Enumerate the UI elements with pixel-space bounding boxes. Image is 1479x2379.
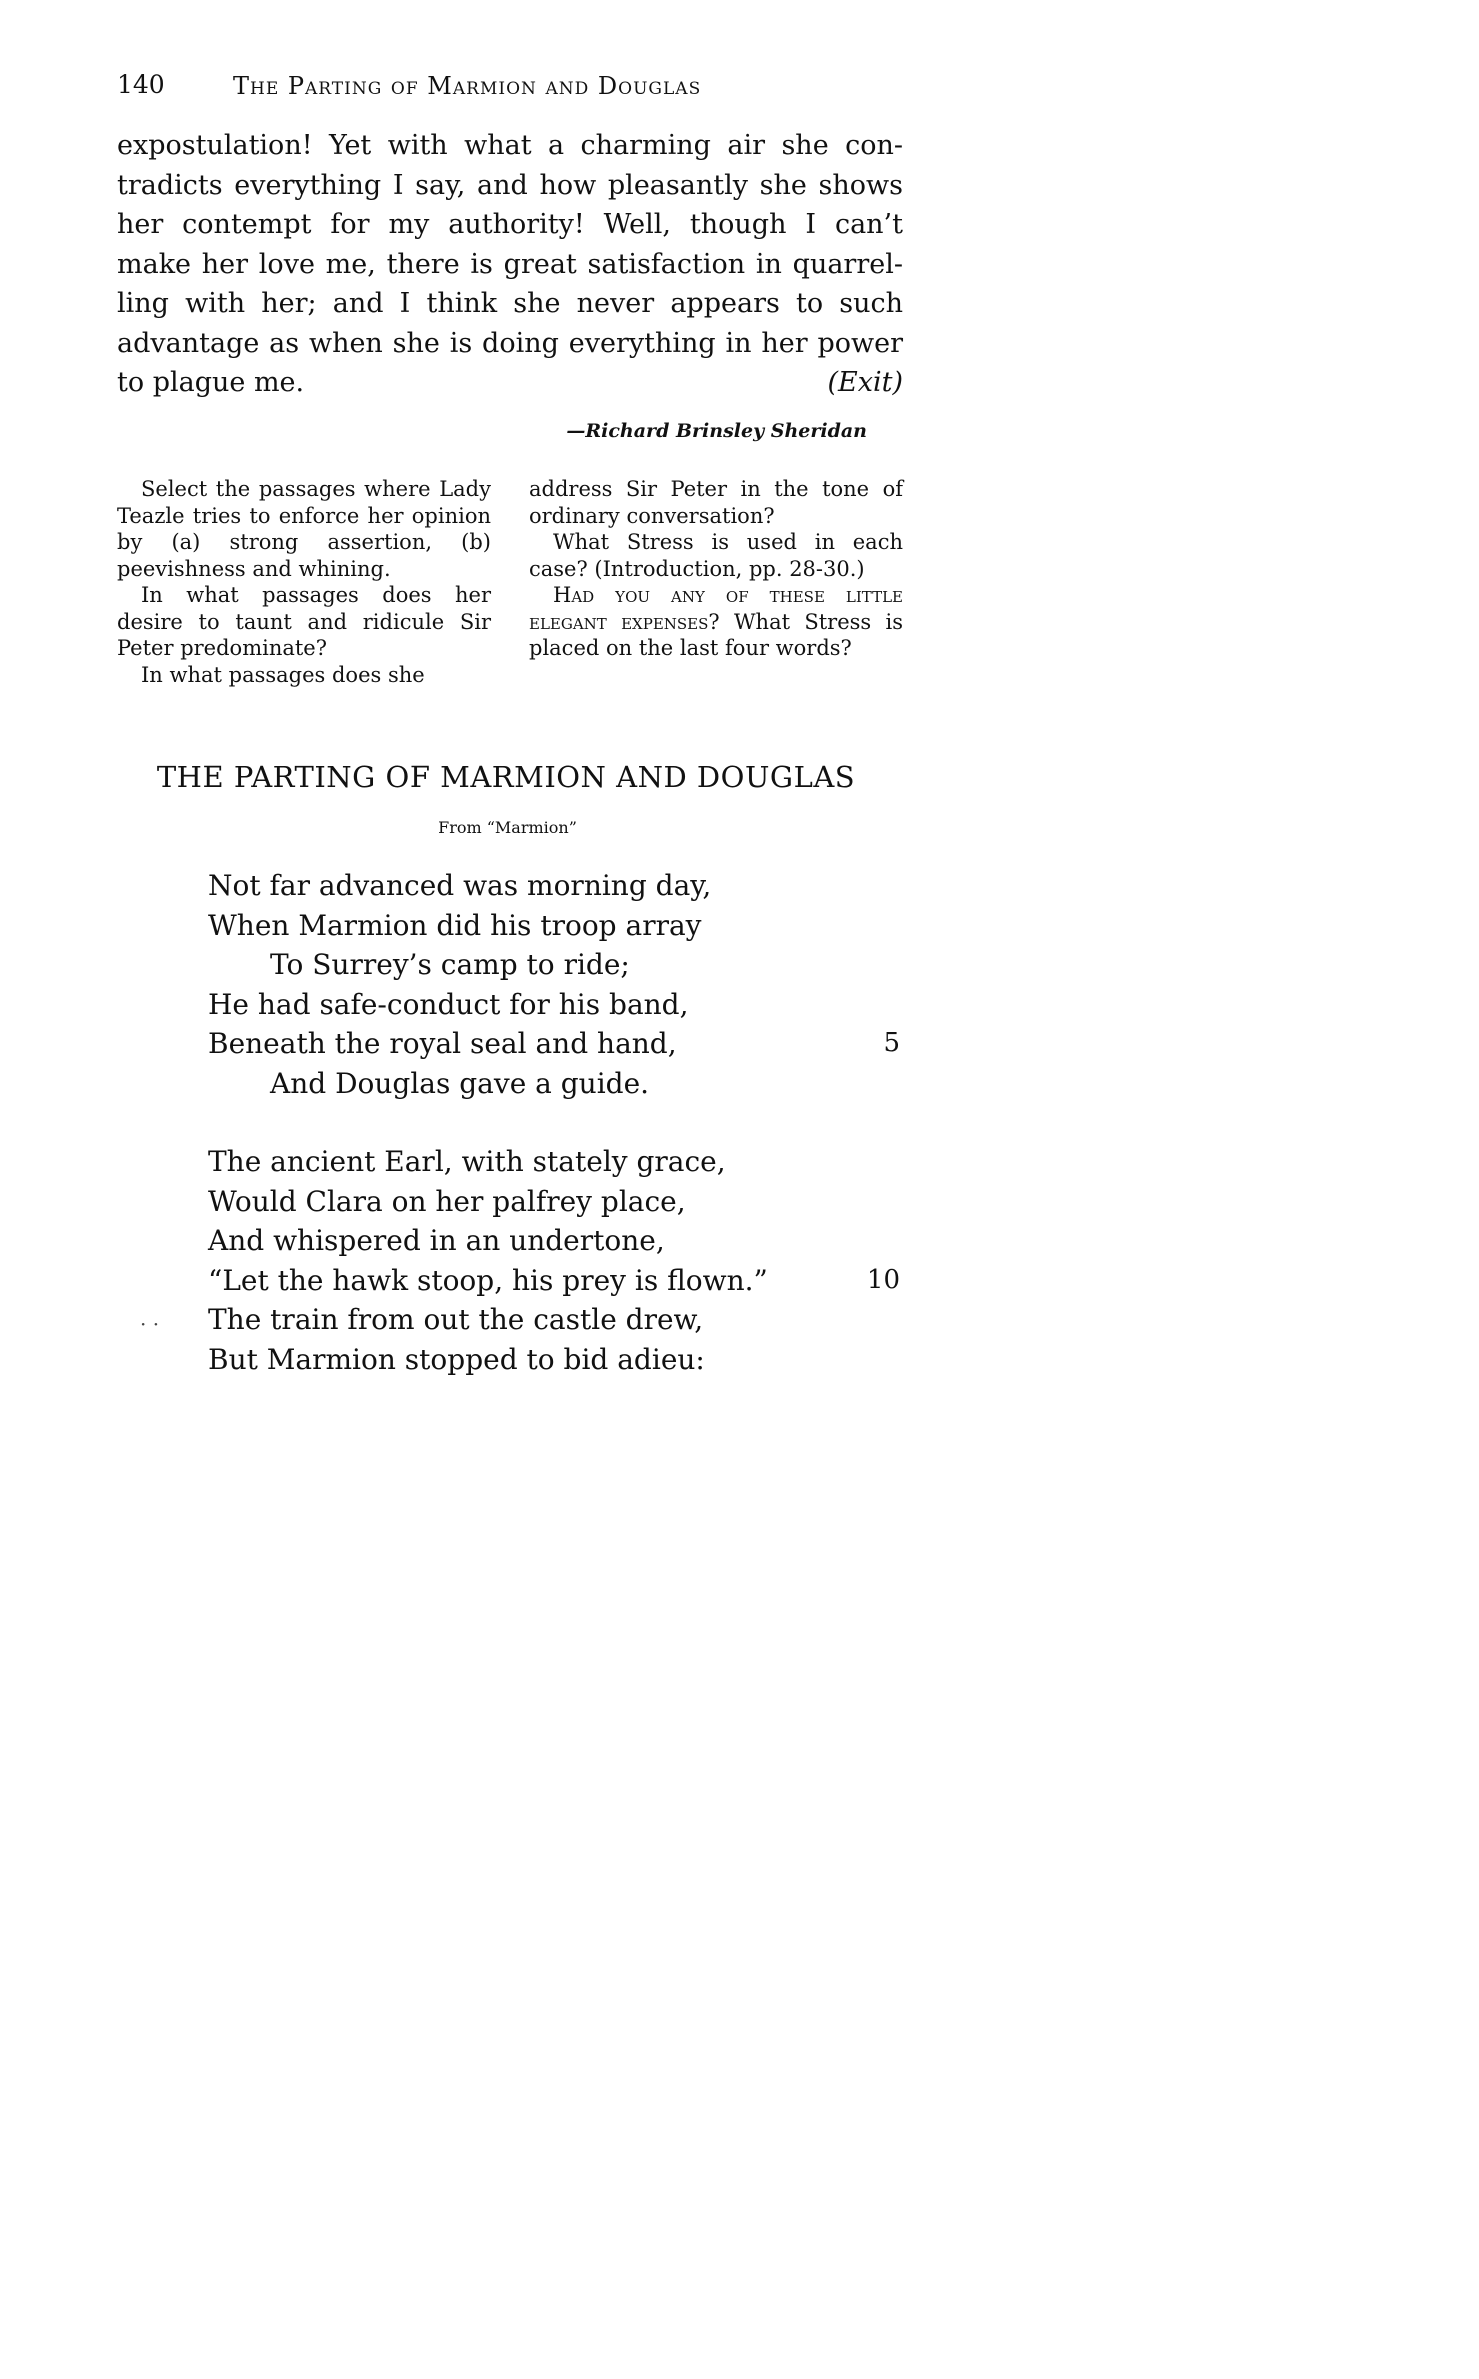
prose-line: tradicts everything I say, and how pleasantly she shows [117, 169, 903, 201]
stage-direction: (Exit) [827, 367, 903, 398]
quoted-phrase: Had you any of these little elegant expenses? [529, 583, 903, 634]
prose-line: ling with her; and I think she never appears to such [117, 288, 903, 319]
print-speck: · · [140, 1312, 160, 1336]
verse-line-with-number [208, 1024, 908, 1064]
verse-line-with-number [208, 1261, 908, 1301]
author-attribution: —Richard Brinsley Sheridan [566, 420, 867, 442]
prose-line: to plague me. [117, 367, 305, 398]
running-head [117, 70, 900, 110]
study-notes [117, 476, 903, 688]
notes-right-column [529, 476, 903, 688]
note-paragraph: Select the passages where Lady Teazle tries to enforce her opinion by (a) strong assertion, (b) peevishness and whining. [117, 477, 491, 581]
verse-line: Would Clara on her palfrey place, [208, 1184, 686, 1218]
verse-line: And whispered in an undertone, [208, 1224, 665, 1257]
stanza-2 [208, 1142, 908, 1379]
note-paragraph: In what passages does she [141, 662, 425, 687]
verse-text: Beneath the royal seal and hand, [208, 1027, 677, 1060]
line-number: 10 [866, 1264, 900, 1295]
note-paragraph [529, 582, 903, 662]
note-text: What Stress is placed on the last four words? [529, 609, 903, 660]
verse-line: He had safe-conduct for his band, [208, 987, 689, 1021]
prose-line: make her love me, there is great satisfaction in quarrel- [117, 248, 903, 280]
note-paragraph: In what passages does her desire to taunt and ridicule Sir Peter predominate? [117, 583, 491, 660]
notes-left-column [117, 476, 491, 688]
verse-line: The train from out the castle drew, [208, 1303, 704, 1336]
poem-title: THE PARTING OF MARMION AND DOUGLAS [156, 760, 856, 794]
book-page [0, 0, 960, 1544]
line-number: 5 [883, 1028, 900, 1058]
prose-passage [117, 126, 903, 403]
prose-line: expostulation! Yet with what a charming air she con- [117, 130, 903, 161]
verse-line: When Marmion did his troop array [208, 908, 702, 942]
running-title: The Parting of Marmion and Douglas [233, 72, 702, 100]
poem-source: From “Marmion” [438, 818, 577, 837]
verse-line: And Douglas gave a guide. [270, 1066, 650, 1100]
prose-line: her contempt for my authority! Well, though I can’t [117, 209, 903, 240]
verse-line: To Surrey’s camp to ride; [270, 948, 630, 981]
verse-text: “Let the hawk stoop, his prey is flown.” [208, 1263, 768, 1297]
prose-line: advantage as when she is doing everything in her power [117, 327, 903, 359]
note-paragraph: address Sir Peter in the tone of ordinary conversation? [529, 477, 903, 528]
page-number: 140 [117, 70, 165, 99]
verse-line: But Marmion stopped to bid adieu: [208, 1342, 705, 1376]
prose-last-line [117, 363, 903, 403]
verse-line: The ancient Earl, with stately grace, [208, 1145, 726, 1178]
verse-line: Not far advanced was morning day, [208, 869, 712, 902]
note-paragraph: What Stress is used in each case? (Introduction, pp. 28-30.) [529, 530, 903, 581]
stanza-1 [208, 866, 908, 1103]
